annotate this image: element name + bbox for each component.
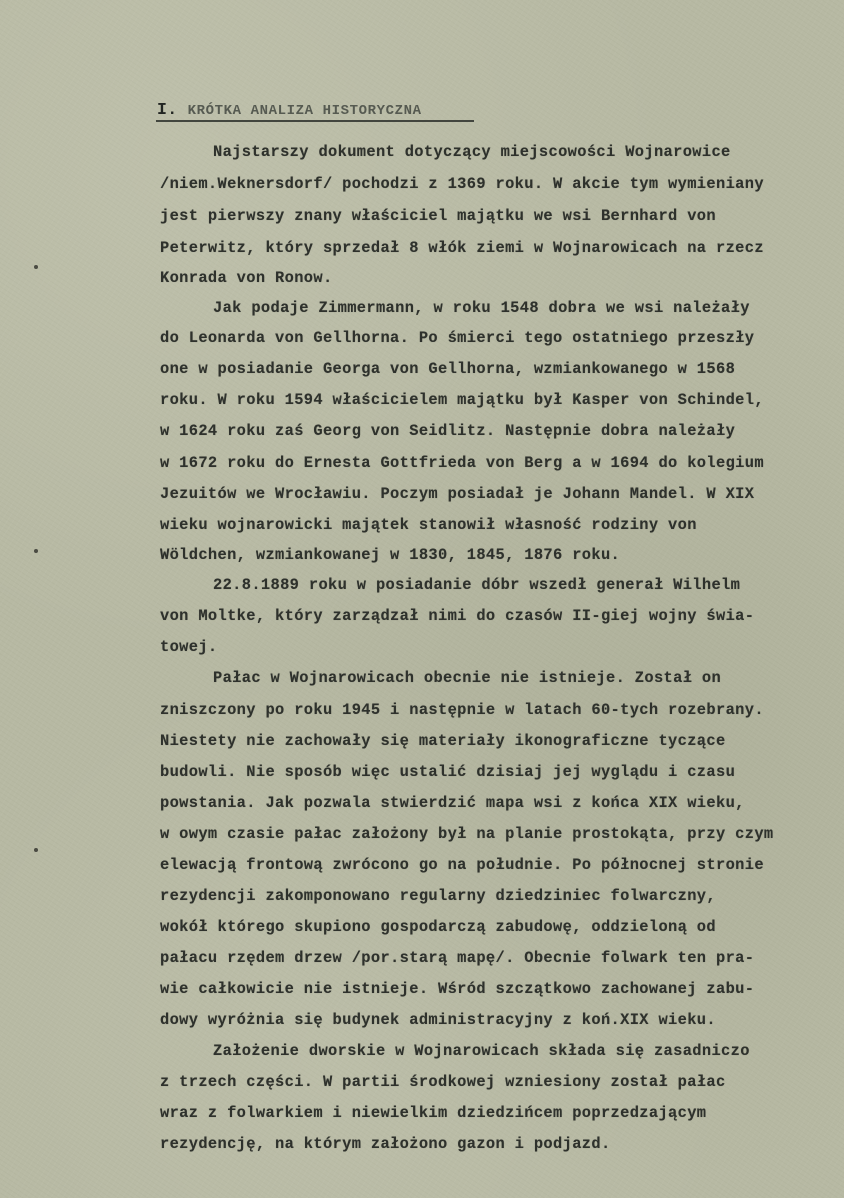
text-line: Założenie dworskie w Wojnarowicach składa się zasadniczo bbox=[213, 1042, 750, 1060]
text-line: w owym czasie pałac założony był na planie prostokąta, przy czym bbox=[160, 825, 774, 843]
text-line: powstania. Jak pozwala stwierdzić mapa wsi z końca XIX wieku, bbox=[160, 794, 745, 812]
text-line: budowli. Nie sposób więc ustalić dzisiaj jej wyglądu i czasu bbox=[160, 763, 736, 781]
text-line: 22.8.1889 roku w posiadanie dóbr wszedł generał Wilhelm bbox=[213, 576, 741, 594]
text-line: Peterwitz, który sprzedał 8 włók ziemi w Wojnarowicach na rzecz bbox=[160, 239, 764, 257]
text-line: wokół którego skupiono gospodarczą zabudowę, oddzieloną od bbox=[160, 918, 716, 936]
text-line: zniszczony po roku 1945 i następnie w latach 60-tych rozebrany. bbox=[160, 701, 764, 719]
text-line: Jak podaje Zimmermann, w roku 1548 dobra we wsi należały bbox=[213, 299, 750, 317]
text-line: dowy wyróżnia się budynek administracyjny z koń.XIX wieku. bbox=[160, 1011, 716, 1029]
text-line: Niestety nie zachowały się materiały ikonograficzne tyczące bbox=[160, 732, 726, 750]
text-line: Pałac w Wojnarowicach obecnie nie istnieje. Został on bbox=[213, 669, 722, 687]
text-line: w 1624 roku zaś Georg von Seidlitz. Następnie dobra należały bbox=[160, 422, 736, 440]
text-line: Jezuitów we Wrocławiu. Poczym posiadał je Johann Mandel. W XIX bbox=[160, 485, 755, 503]
text-line: Najstarszy dokument dotyczący miejscowości Wojnarowice bbox=[213, 143, 731, 161]
text-line: towej. bbox=[160, 638, 218, 656]
text-line: rezydencję, na którym założono gazon i podjazd. bbox=[160, 1135, 611, 1153]
text-line: pałacu rzędem drzew /por.starą mapę/. Obecnie folwark ten pra- bbox=[160, 949, 755, 967]
text-line: jest pierwszy znany właściciel majątku we wsi Bernhard von bbox=[160, 207, 716, 225]
text-line: Konrada von Ronow. bbox=[160, 269, 333, 287]
text-line: z trzech części. W partii środkowej wzniesiony został pałac bbox=[160, 1073, 726, 1091]
text-line: elewacją frontową zwrócono go na południe. Po północnej stronie bbox=[160, 856, 764, 874]
text-line: one w posiadanie Georga von Gellhorna, wzmiankowanego w 1568 bbox=[160, 360, 736, 378]
text-line: von Moltke, który zarządzał nimi do czasów II-giej wojny świa- bbox=[160, 607, 755, 625]
heading-text: KRÓTKA ANALIZA HISTORYCZNA bbox=[187, 103, 422, 119]
text-line: w 1672 roku do Ernesta Gottfrieda von Berg a w 1694 do kolegium bbox=[160, 454, 764, 472]
heading-number: I. bbox=[157, 100, 178, 119]
text-line: rezydencji zakomponowano regularny dziedziniec folwarczny, bbox=[160, 887, 716, 905]
text-line: wieku wojnarowicki majątek stanowił własność rodziny von bbox=[160, 516, 697, 534]
text-line: roku. W roku 1594 właścicielem majątku był Kasper von Schindel, bbox=[160, 391, 764, 409]
text-line: wraz z folwarkiem i niewielkim dziedzińcem poprzedzającym bbox=[160, 1104, 707, 1122]
text-line: do Leonarda von Gellhorna. Po śmierci tego ostatniego przeszły bbox=[160, 329, 755, 347]
text-line: Wöldchen, wzmiankowanej w 1830, 1845, 1876 roku. bbox=[160, 546, 621, 564]
text-line: wie całkowicie nie istnieje. Wśród szczątkowo zachowanej zabu- bbox=[160, 980, 755, 998]
text-line: /niem.Weknersdorf/ pochodzi z 1369 roku. W akcie tym wymieniany bbox=[160, 175, 764, 193]
